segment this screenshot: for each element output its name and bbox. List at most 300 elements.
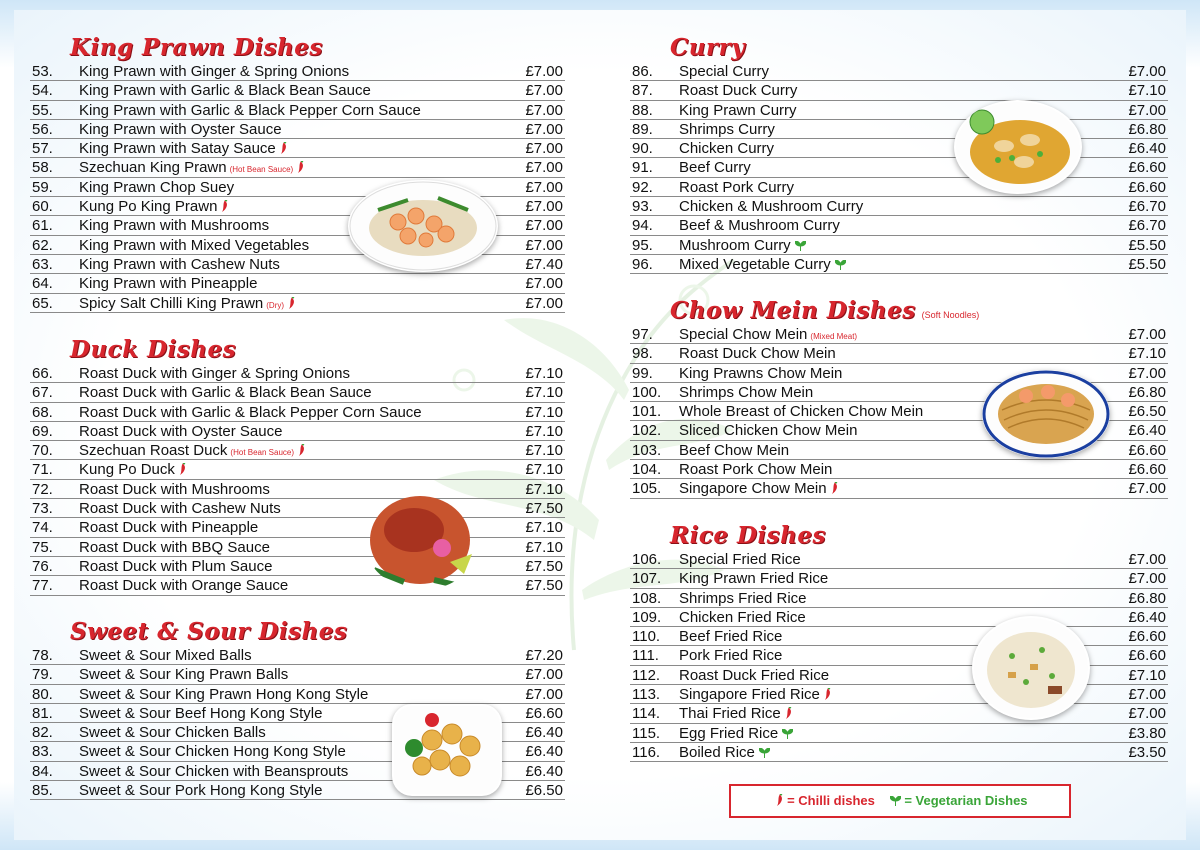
menu-item-price: £6.50 (1128, 403, 1166, 421)
menu-item-price: £7.10 (1128, 82, 1166, 100)
menu-item-number: 113. (632, 686, 661, 704)
menu-item-name: King Prawn with Pineapple (79, 275, 258, 293)
menu-item-name: King Prawn with Ginger & Spring Onions (79, 63, 350, 80)
menu-item-number: 91. (632, 159, 653, 177)
menu-item-price: £6.60 (1128, 461, 1166, 479)
menu-item-row (630, 589, 1168, 608)
vegetarian-leaf-icon (890, 796, 901, 806)
menu-item-number: 66. (32, 365, 53, 382)
chilli-icon (280, 142, 287, 154)
menu-item-note: (Hot Bean Sauce) (229, 165, 294, 175)
menu-item-number: 110. (632, 628, 661, 646)
menu-item-row (630, 62, 1168, 81)
menu-item-number: 112. (632, 666, 661, 684)
menu-item-row (30, 274, 565, 293)
menu-item-row (30, 665, 565, 684)
menu-item-price: £7.20 (525, 647, 563, 664)
menu-item-row (630, 743, 1168, 762)
menu-item-number: 80. (32, 685, 53, 703)
menu-item-row (30, 499, 565, 518)
menu-item-label (679, 344, 836, 363)
menu-item-price: £6.70 (1128, 217, 1166, 235)
roast-duck-dish-image (364, 490, 480, 590)
menu-item-name: King Prawn Curry (679, 101, 797, 119)
menu-item-label (79, 480, 270, 499)
menu-item-number: 116. (632, 743, 661, 761)
menu-item-price: £6.80 (1128, 383, 1166, 401)
menu-item-label (79, 236, 309, 255)
menu-item-name: Sliced Chicken Chow Mein (679, 422, 858, 440)
menu-item-row (30, 81, 565, 100)
menu-item-price: £6.40 (1128, 140, 1166, 158)
menu-item-label (79, 704, 322, 723)
menu-item-price: £6.60 (1128, 441, 1166, 459)
section-title: Curry (670, 34, 746, 61)
menu-item-label (79, 364, 350, 383)
menu-item-name: Special Chow Mein (679, 326, 808, 343)
menu-list (30, 62, 565, 313)
menu-item-row (30, 403, 565, 422)
menu-item-name: Beef Curry (679, 159, 751, 177)
menu-item-number: 64. (32, 275, 53, 293)
menu-item-name: Thai Fried Rice (679, 705, 781, 723)
menu-item-number: 87. (632, 82, 653, 100)
menu-item-row (30, 139, 565, 158)
chilli-icon (221, 200, 228, 212)
menu-item-number: 98. (632, 345, 653, 363)
chilli-icon (831, 482, 838, 494)
menu-item-price: £7.00 (1128, 326, 1166, 343)
menu-item-row (30, 557, 565, 576)
menu-item-name: King Prawn with Garlic & Black Bean Sauce (79, 82, 371, 100)
menu-item-label (679, 197, 863, 216)
menu-item-price: £7.00 (1128, 364, 1166, 382)
menu-item-number: 104. (632, 461, 662, 479)
menu-item-row (30, 646, 565, 665)
menu-item-label (79, 557, 272, 576)
menu-item-row (30, 383, 565, 402)
menu-item-price: £6.60 (1128, 178, 1166, 196)
menu-item-price: £7.00 (525, 101, 563, 119)
menu-item-price: £6.40 (525, 762, 563, 780)
menu-item-name: Roast Duck with Pineapple (79, 519, 259, 537)
menu-item-name: Whole Breast of Chicken Chow Mein (679, 403, 924, 421)
menu-item-label (679, 178, 794, 197)
chilli-icon (297, 161, 304, 173)
menu-item-row (630, 724, 1168, 743)
menu-item-name: Sweet & Sour Beef Hong Kong Style (79, 704, 323, 722)
menu-item-name: Roast Duck with Ginger & Spring Onions (79, 365, 350, 382)
menu-item-label (679, 139, 774, 158)
menu-item-label (679, 236, 806, 255)
menu-item-row (630, 325, 1168, 344)
menu-item-label (79, 120, 282, 139)
menu-item-label (79, 216, 269, 235)
menu-item-label (679, 62, 769, 81)
menu-item-price: £7.00 (1128, 570, 1166, 588)
menu-item-label (79, 294, 295, 315)
menu-item-number: 71. (32, 461, 53, 479)
menu-item-name: Roast Duck with Oyster Sauce (79, 422, 283, 440)
menu-item-number: 100. (632, 383, 662, 401)
menu-item-row (630, 216, 1168, 235)
menu-item-price: £7.00 (525, 198, 563, 216)
menu-item-name: Mushroom Curry (679, 236, 791, 254)
menu-item-label (679, 666, 829, 685)
menu-item-label (79, 255, 280, 274)
menu-item-row (30, 101, 565, 120)
menu-item-number: 72. (32, 480, 53, 498)
menu-item-label (679, 550, 801, 569)
menu-item-row (630, 569, 1168, 588)
menu-item-row (30, 685, 565, 704)
menu-item-name: King Prawns Chow Mein (679, 364, 843, 382)
menu-item-price: £7.10 (525, 384, 563, 402)
menu-item-name: Shrimps Curry (679, 120, 775, 138)
menu-item-note: (Hot Bean Sauce) (230, 448, 295, 458)
vegetarian-leaf-icon (795, 241, 806, 251)
menu-item-price: £7.00 (525, 217, 563, 235)
menu-item-name: King Prawn with Cashew Nuts (79, 255, 280, 273)
menu-item-price: £7.00 (525, 236, 563, 254)
menu-item-price: £6.40 (1128, 608, 1166, 626)
menu-item-name: Szechuan King Prawn (79, 159, 227, 177)
menu-item-price: £6.80 (1128, 120, 1166, 138)
section-curry (630, 34, 1168, 274)
menu-item-name: Roast Duck with Mushrooms (79, 480, 270, 498)
menu-item-number: 85. (32, 782, 53, 800)
menu-item-label (679, 216, 840, 235)
menu-item-row (30, 422, 565, 441)
menu-item-row (630, 158, 1168, 177)
menu-item-price: £7.10 (525, 519, 563, 537)
menu-item-number: 62. (32, 236, 53, 254)
menu-item-name: Roast Duck Fried Rice (679, 666, 830, 684)
menu-item-number: 84. (32, 762, 53, 780)
menu-item-label (679, 255, 846, 274)
menu-item-label (79, 538, 270, 557)
menu-item-price: £5.50 (1128, 236, 1166, 254)
menu-item-label (679, 724, 793, 743)
menu-item-price: £7.00 (525, 294, 563, 312)
menu-item-number: 57. (32, 140, 53, 158)
menu-item-number: 107. (632, 570, 662, 588)
menu-item-number: 74. (32, 519, 53, 537)
menu-item-name: Mixed Vegetable Curry (679, 255, 831, 273)
menu-item-label (679, 158, 751, 177)
menu-item-label (679, 608, 806, 627)
menu-item-price: £7.00 (1128, 63, 1166, 80)
menu-item-label (79, 723, 266, 742)
menu-item-name: Sweet & Sour King Prawn Balls (79, 666, 289, 684)
menu-item-price: £6.40 (1128, 422, 1166, 440)
legend-box (729, 784, 1071, 818)
menu-item-price: £7.10 (1128, 345, 1166, 363)
menu-item-number: 77. (32, 577, 53, 595)
menu-item-name: King Prawn with Mushrooms (79, 217, 270, 235)
vegetarian-leaf-icon (782, 729, 793, 739)
menu-item-label (679, 402, 923, 421)
menu-item-price: £7.10 (525, 538, 563, 556)
menu-item-name: Roast Duck with BBQ Sauce (79, 538, 270, 556)
menu-item-row (630, 197, 1168, 216)
menu-item-number: 86. (632, 63, 653, 80)
menu-item-label (79, 158, 304, 179)
menu-item-number: 79. (32, 666, 53, 684)
menu-item-label (79, 441, 305, 462)
menu-item-row (30, 255, 565, 274)
menu-item-price: £7.10 (525, 403, 563, 421)
menu-page (14, 10, 1186, 840)
menu-item-name: Special Curry (679, 63, 770, 80)
menu-item-price: £7.50 (525, 577, 563, 595)
menu-item-price: £7.00 (1128, 551, 1166, 568)
menu-item-row (630, 479, 1168, 498)
menu-item-price: £7.50 (525, 500, 563, 518)
menu-item-row (30, 518, 565, 537)
menu-item-label (79, 197, 228, 216)
menu-item-name: Kung Po Duck (79, 461, 175, 479)
menu-item-label (79, 742, 346, 761)
menu-item-name: Singapore Fried Rice (679, 686, 820, 704)
menu-item-price: £6.40 (525, 743, 563, 761)
menu-item-name: King Prawn with Mixed Vegetables (79, 236, 310, 254)
menu-item-label (679, 421, 857, 440)
menu-item-price: £7.00 (525, 63, 563, 80)
menu-list (630, 62, 1168, 274)
menu-item-label (79, 518, 258, 537)
menu-item-name: Roast Duck Curry (679, 82, 798, 100)
menu-item-name: Sweet & Sour Chicken Balls (79, 724, 266, 742)
menu-item-row (630, 139, 1168, 158)
menu-item-label (679, 81, 797, 100)
menu-item-number: 82. (32, 724, 53, 742)
menu-item-price: £6.60 (1128, 159, 1166, 177)
menu-item-name: King Prawn with Satay Sauce (79, 140, 276, 158)
menu-item-number: 111. (632, 647, 659, 665)
menu-item-number: 83. (32, 743, 53, 761)
menu-item-label (679, 685, 831, 704)
menu-item-row (630, 81, 1168, 100)
menu-item-name: Roast Duck with Cashew Nuts (79, 500, 281, 518)
menu-item-label (79, 460, 186, 479)
menu-item-price: £6.40 (525, 724, 563, 742)
menu-item-price: £7.00 (1128, 101, 1166, 119)
menu-item-number: 55. (32, 101, 53, 119)
sweet-sour-chicken-balls-image (392, 704, 502, 796)
menu-item-label (679, 101, 797, 120)
menu-item-price: £7.00 (525, 275, 563, 293)
menu-item-name: Sweet & Sour Mixed Balls (79, 647, 252, 664)
menu-item-label (79, 576, 288, 595)
menu-item-name: Boiled Rice (679, 743, 755, 761)
menu-item-price: £7.00 (525, 666, 563, 684)
menu-item-name: Chicken Curry (679, 140, 775, 158)
menu-item-number: 108. (632, 589, 662, 607)
menu-item-row (630, 120, 1168, 139)
menu-item-note: (Mixed Meat) (810, 332, 858, 341)
chilli-icon (824, 688, 831, 700)
menu-item-price: £7.00 (525, 140, 563, 158)
menu-item-name: Egg Fried Rice (679, 724, 779, 742)
menu-item-label (679, 441, 789, 460)
menu-item-label (679, 120, 775, 139)
menu-item-row (630, 460, 1168, 479)
menu-item-row (30, 158, 565, 177)
menu-item-price: £7.10 (525, 422, 563, 440)
menu-item-number: 56. (32, 120, 53, 138)
section-title: Duck Dishes (70, 336, 237, 363)
menu-item-label (79, 665, 288, 684)
curry-dish-image (954, 100, 1082, 194)
menu-item-row (30, 480, 565, 499)
menu-item-name: Roast Duck Chow Mein (679, 345, 836, 363)
menu-item-row (30, 294, 565, 313)
menu-item-number: 94. (632, 217, 653, 235)
chilli-icon (179, 463, 186, 475)
menu-item-name: Roast Duck with Plum Sauce (79, 557, 273, 575)
menu-item-name: Spicy Salt Chilli King Prawn (79, 294, 264, 312)
menu-item-note: (Dry) (266, 300, 285, 310)
menu-item-number: 63. (32, 255, 53, 273)
menu-item-name: Sweet & Sour Chicken with Beansprouts (79, 762, 349, 780)
menu-item-label (79, 762, 348, 781)
menu-item-row (630, 344, 1168, 363)
menu-item-number: 70. (32, 442, 53, 460)
menu-item-name: Shrimps Chow Mein (679, 383, 814, 401)
legend-chilli-label: = Chilli dishes (787, 793, 875, 808)
menu-item-label (679, 383, 813, 402)
menu-item-number: 67. (32, 384, 53, 402)
menu-item-label (79, 422, 282, 441)
menu-item-price: £6.50 (525, 782, 563, 800)
menu-item-label (79, 646, 252, 665)
menu-item-name: King Prawn Chop Suey (79, 178, 235, 196)
menu-item-number: 81. (32, 704, 53, 722)
menu-item-row (30, 364, 565, 383)
menu-item-name: Beef Fried Rice (679, 628, 783, 646)
section-title-text: Chow Mein Dishes (670, 297, 916, 324)
section-title (630, 297, 1168, 325)
menu-item-label (79, 403, 422, 422)
menu-item-name: Roast Duck with Garlic & Black Pepper Corn Sauce (79, 403, 422, 421)
menu-item-price: £6.70 (1128, 198, 1166, 216)
menu-item-number: 69. (32, 422, 53, 440)
menu-item-row (30, 120, 565, 139)
menu-item-label (679, 460, 832, 479)
menu-item-number: 73. (32, 500, 53, 518)
menu-item-number: 99. (632, 364, 653, 382)
menu-item-label (79, 81, 371, 100)
menu-item-number: 96. (632, 255, 653, 273)
menu-item-price: £7.00 (525, 82, 563, 100)
menu-item-label (679, 364, 842, 383)
section-title: King Prawn Dishes (70, 34, 323, 61)
menu-item-row (30, 441, 565, 460)
menu-item-label (679, 479, 838, 498)
chow-mein-dish-image (982, 370, 1110, 458)
menu-item-label (679, 704, 792, 723)
menu-item-price: £7.50 (525, 557, 563, 575)
section-title: Sweet & Sour Dishes (70, 618, 348, 645)
menu-item-number: 68. (32, 403, 53, 421)
menu-list (30, 364, 565, 596)
menu-item-label (79, 685, 368, 704)
menu-item-name: Roast Pork Chow Mein (679, 461, 833, 479)
menu-item-label (679, 646, 782, 665)
menu-item-price: £7.00 (525, 120, 563, 138)
menu-item-name: King Prawn with Oyster Sauce (79, 120, 282, 138)
menu-item-price: £7.10 (525, 365, 563, 382)
menu-item-row (630, 101, 1168, 120)
menu-item-label (679, 743, 770, 762)
menu-item-number: 89. (632, 120, 653, 138)
fried-rice-dish-image (972, 616, 1090, 720)
section-title: Rice Dishes (670, 522, 826, 549)
chilli-icon (785, 707, 792, 719)
menu-item-row (630, 236, 1168, 255)
section-subtitle: (Soft Noodles) (921, 310, 980, 320)
menu-item-name: Sweet & Sour Pork Hong Kong Style (79, 782, 323, 800)
menu-item-price: £3.50 (1128, 743, 1166, 761)
menu-item-price: £7.00 (1128, 705, 1166, 723)
menu-item-number: 109. (632, 608, 662, 626)
menu-item-price: £7.00 (525, 178, 563, 196)
menu-item-label (79, 383, 372, 402)
menu-item-row (630, 255, 1168, 274)
menu-item-number: 106. (632, 551, 662, 568)
menu-item-number: 59. (32, 178, 53, 196)
menu-item-row (30, 178, 565, 197)
menu-item-label (79, 274, 257, 293)
menu-item-label (679, 569, 828, 588)
chilli-icon (288, 297, 295, 309)
menu-item-name: Beef Chow Mein (679, 441, 790, 459)
menu-item-name: Roast Duck with Garlic & Black Bean Sauce (79, 384, 372, 402)
menu-item-name: Sweet & Sour Chicken Hong Kong Style (79, 743, 346, 761)
menu-item-row (30, 576, 565, 595)
menu-item-number: 75. (32, 538, 53, 556)
menu-item-number: 58. (32, 159, 53, 177)
menu-item-price: £3.80 (1128, 724, 1166, 742)
menu-item-number: 114. (632, 705, 661, 723)
menu-item-label (79, 178, 234, 197)
menu-item-price: £7.00 (525, 159, 563, 177)
menu-item-number: 88. (632, 101, 653, 119)
menu-item-price: £6.60 (1128, 647, 1166, 665)
menu-item-number: 54. (32, 82, 53, 100)
menu-item-label (679, 325, 857, 346)
menu-item-number: 78. (32, 647, 53, 664)
vegetarian-leaf-icon (835, 260, 846, 270)
menu-item-label (79, 139, 287, 158)
menu-item-price: £7.40 (525, 255, 563, 273)
chilli-icon (298, 444, 305, 456)
menu-item-label (79, 781, 322, 800)
menu-item-price: £6.80 (1128, 589, 1166, 607)
menu-item-number: 92. (632, 178, 653, 196)
menu-item-name: Chicken Fried Rice (679, 608, 806, 626)
menu-item-price: £7.10 (525, 480, 563, 498)
menu-item-number: 115. (632, 724, 661, 742)
menu-item-price: £7.10 (525, 461, 563, 479)
king-prawn-dish-image (348, 180, 498, 272)
menu-item-name: Pork Fried Rice (679, 647, 783, 665)
menu-item-row (630, 178, 1168, 197)
menu-item-price: £7.10 (525, 442, 563, 460)
chilli-icon (776, 794, 783, 806)
menu-item-row (30, 62, 565, 81)
